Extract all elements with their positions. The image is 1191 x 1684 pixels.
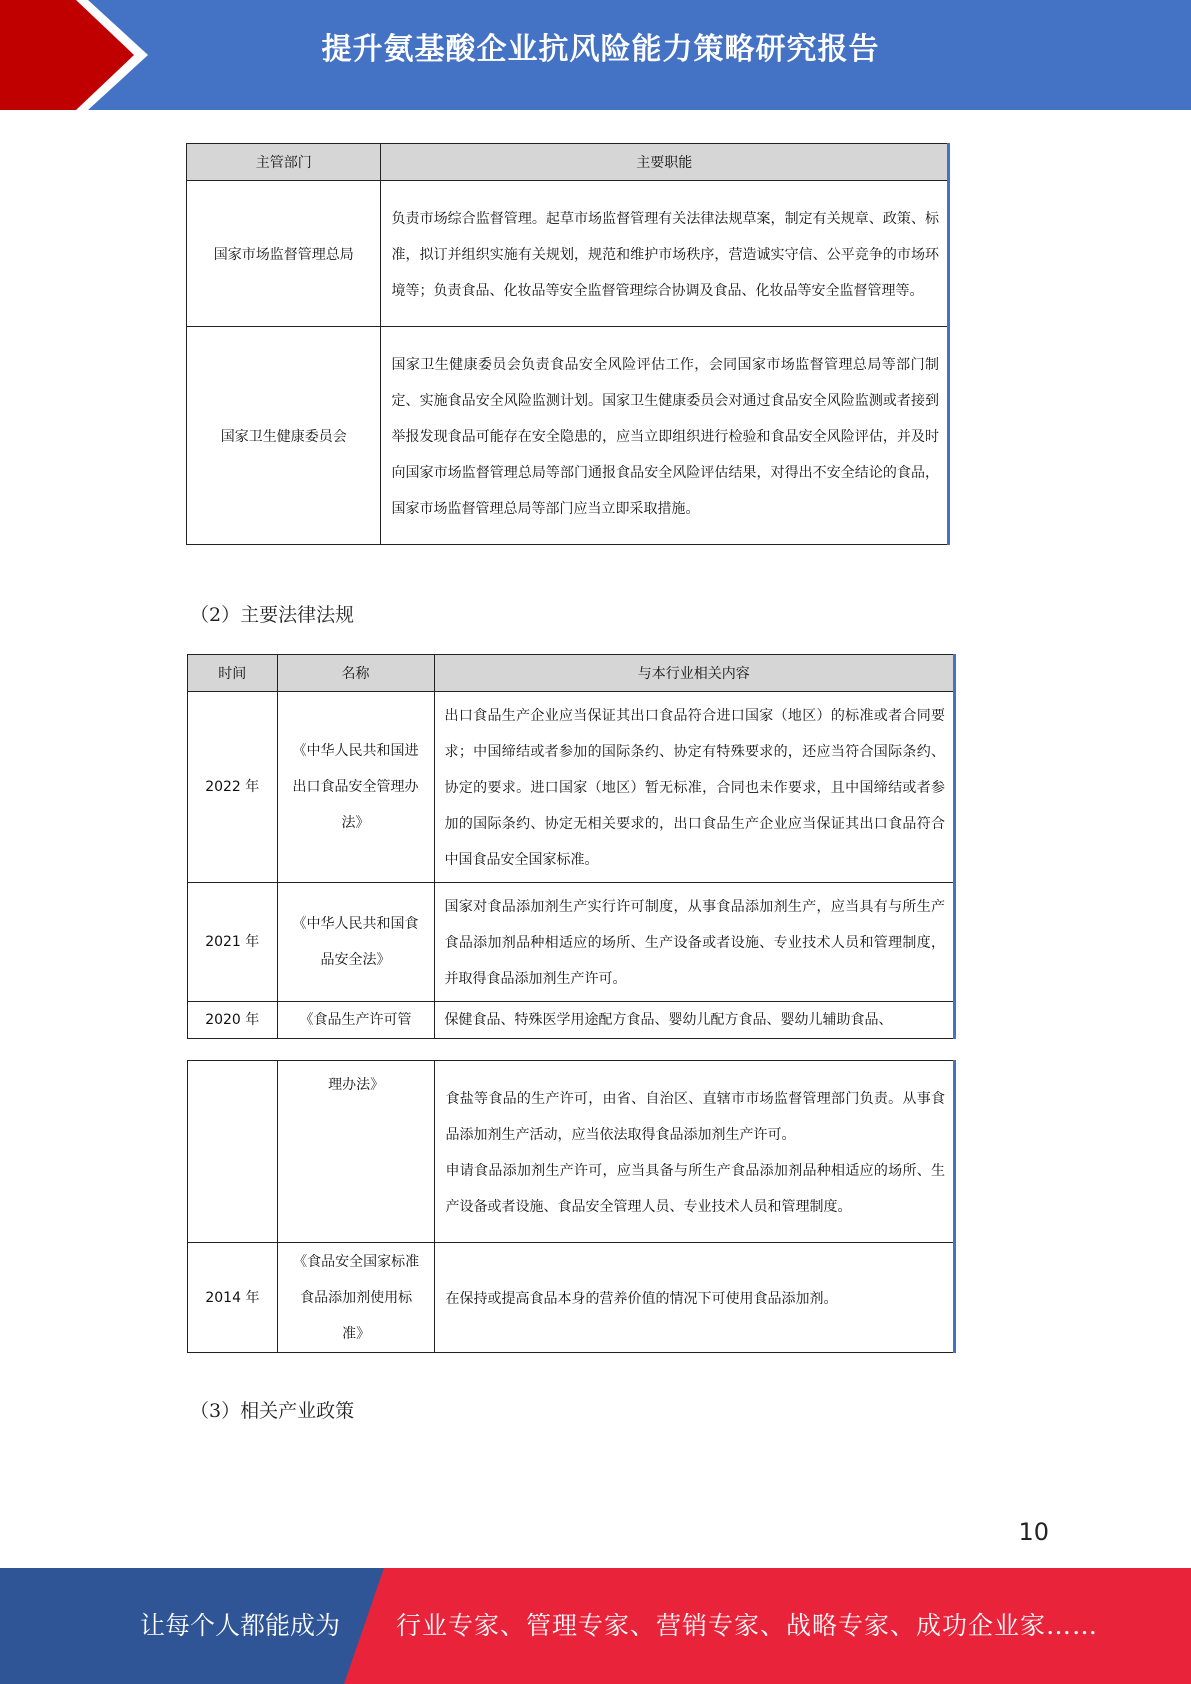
column-header: 名称 — [277, 655, 434, 692]
department-table — [186, 143, 950, 545]
table-row — [187, 181, 949, 327]
year-cell: 2020 年 — [188, 1002, 278, 1039]
year-cell: 2021 年 — [188, 883, 278, 1002]
year-cell: 2014 年 — [188, 1243, 278, 1353]
year-cell: 2022 年 — [188, 692, 278, 883]
department-cell: 国家卫生健康委员会 — [187, 327, 381, 545]
content-cell: 出口食品生产企业应当保证其出口食品符合进口国家（地区）的标准或者合同要求；中国缔结或者参加的国际条约、协定有特殊要求的，还应当符合国际条约、协定的要求。进口国家（地区）暂无标准，合同也未作要求，且中国缔结或者参加的国际条约、协定无相关要求的，出口食品生产企业应当保证其出口食品符合中国食品安全国家标准。 — [434, 692, 954, 883]
table-row — [188, 692, 955, 883]
table-row — [187, 327, 949, 545]
function-cell: 负责市场综合监督管理。起草市场监督管理有关法律法规草案，制定有关规章、政策、标准，拟订并组织实施有关规划，规范和维护市场秩序，营造诚实守信、公平竞争的市场环境等；负责食品、化妆品等安全监督管理综合协调及食品、化妆品等安全监督管理等。 — [381, 181, 949, 327]
page-header — [0, 0, 1191, 110]
law-name-cell: 《食品安全国家标准食品添加剂使用标准》 — [277, 1243, 435, 1353]
content-cell: 保健食品、特殊医学用途配方食品、婴幼儿配方食品、婴幼儿辅助食品、 — [434, 1002, 954, 1039]
laws-table — [187, 654, 956, 1039]
table-header-row — [188, 655, 955, 692]
function-cell: 国家卫生健康委员会负责食品安全风险评估工作，会同国家市场监督管理总局等部门制定、实施食品安全风险监测计划。国家卫生健康委员会对通过食品安全风险监测或者接到举报发现食品可能存在安全隐患的，应当立即组织进行检验和食品安全风险评估，并及时向国家市场监督管理总局等部门通报食品安全风险评估结果，对得出不安全结论的食品，国家市场监督管理总局等部门应当立即采取措施。 — [381, 327, 949, 545]
page-number: 10 — [1018, 1518, 1049, 1546]
column-header: 时间 — [188, 655, 278, 692]
laws-table-continued — [187, 1060, 956, 1353]
table-row — [188, 1002, 955, 1039]
law-name-cell: 《中华人民共和国进出口食品安全管理办法》 — [277, 692, 434, 883]
table-row — [188, 1061, 955, 1243]
content-cell: 在保持或提高食品本身的营养价值的情况下可使用食品添加剂。 — [435, 1243, 955, 1353]
table-row — [188, 883, 955, 1002]
column-header: 与本行业相关内容 — [434, 655, 954, 692]
page-footer — [0, 1568, 1191, 1684]
content-cell — [435, 1061, 955, 1243]
department-cell: 国家市场监督管理总局 — [187, 181, 381, 327]
table-header-row — [187, 144, 949, 181]
report-title: 提升氨基酸企业抗风险能力策略研究报告 — [321, 32, 880, 67]
law-name-cell: 理办法》 — [277, 1061, 435, 1243]
content-cell: 国家对食品添加剂生产实行许可制度，从事食品添加剂生产，应当具有与所生产食品添加剂品种相适应的场所、生产设备或者设施、专业技术人员和管理制度，并取得食品添加剂生产许可。 — [434, 883, 954, 1002]
section-heading-laws: （2）主要法律法规 — [190, 604, 355, 626]
section-heading-policies: （3）相关产业政策 — [190, 1400, 355, 1422]
content-paragraph: 食盐等食品的生产许可，由省、自治区、直辖市市场监督管理部门负责。从事食品添加剂生产活动，应当依法取得食品添加剂生产许可。 — [445, 1090, 945, 1143]
law-name-cell: 《中华人民共和国食品安全法》 — [277, 883, 434, 1002]
year-cell — [188, 1061, 278, 1243]
column-header: 主管部门 — [187, 144, 381, 181]
column-header: 主要职能 — [381, 144, 949, 181]
law-name-cell: 《食品生产许可管 — [277, 1002, 434, 1039]
table-row — [188, 1243, 955, 1353]
footer-slogan-left: 让每个人都能成为 — [140, 1611, 341, 1640]
content-paragraph: 申请食品添加剂生产许可，应当具备与所生产食品添加剂品种相适应的场所、生产设备或者设施、食品安全管理人员、专业技术人员和管理制度。 — [445, 1162, 945, 1215]
footer-slogan-right: 行业专家、管理专家、营销专家、战略专家、成功企业家…… — [396, 1611, 1099, 1640]
